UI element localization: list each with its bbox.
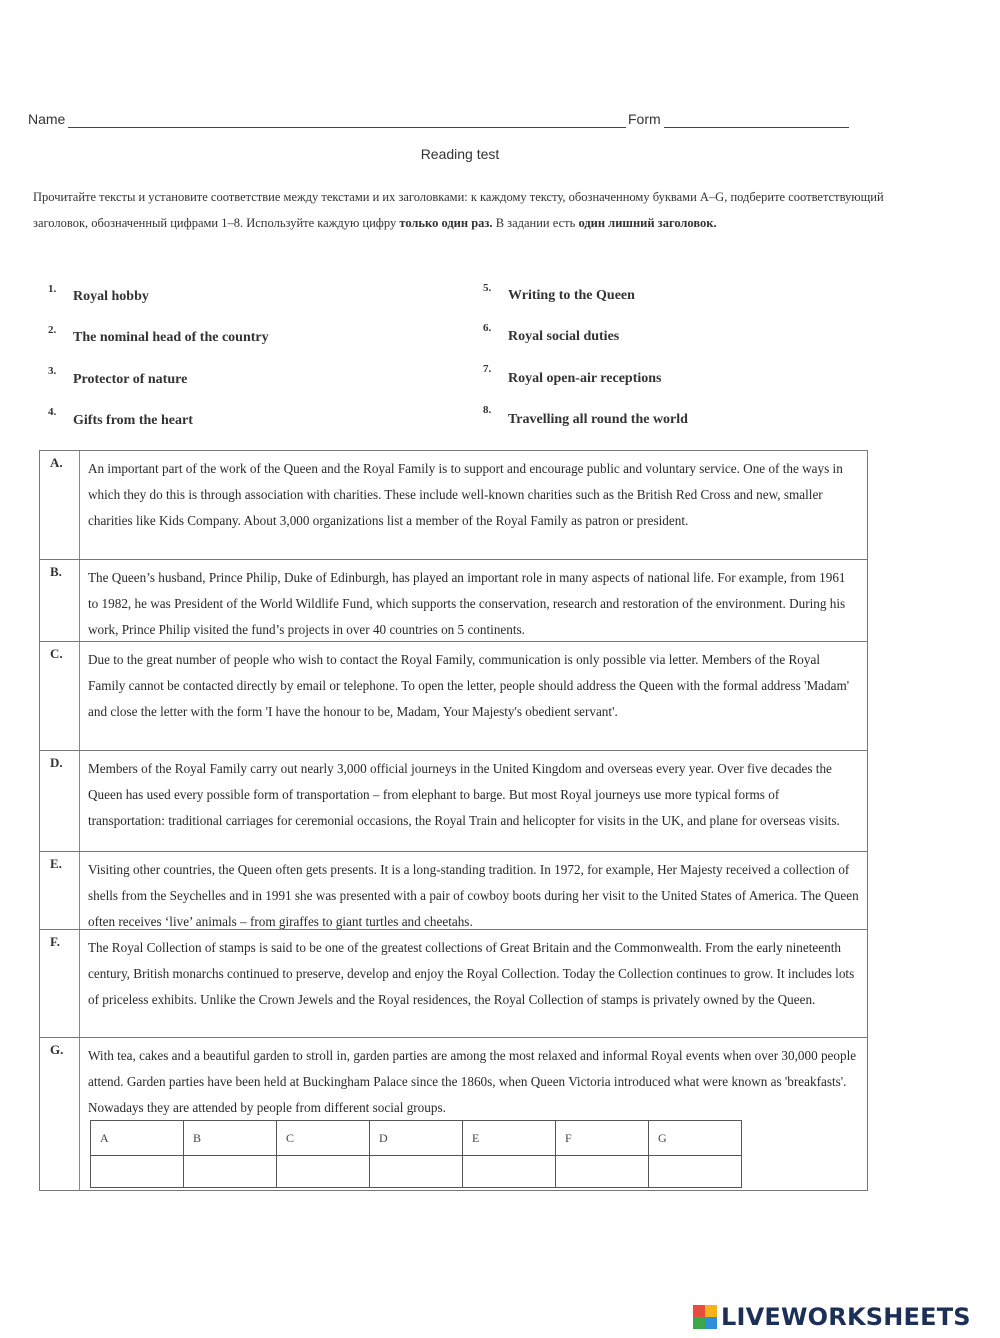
heading-text: Royal hobby (73, 289, 149, 304)
text-letter: D. (50, 755, 63, 770)
text-row (40, 750, 867, 852)
text-row (40, 851, 867, 930)
liveworksheets-wordmark: LIVEWORKSHEETS (721, 1303, 971, 1331)
heading-number: 5. (483, 282, 492, 294)
answer-letters-row (91, 1121, 742, 1156)
form-field[interactable] (664, 127, 849, 128)
instructions (33, 184, 893, 236)
heading-number: 2. (48, 324, 57, 336)
heading-number: 7. (483, 363, 492, 375)
text-letter: C. (50, 646, 63, 661)
heading-text: The nominal head of the country (73, 330, 269, 345)
heading-number: 3. (48, 365, 57, 377)
heading-text: Writing to the Queen (508, 288, 635, 303)
text-body: Visiting other countries, the Queen often gets presents. It is a long-standing tradition. In 1972, for example, Her Majesty received a collection of shells from the Seychelles and in 1991 she was presented with a pair of cowboy boots during her visit to the United States of America. The Queen often receives ‘live’ animals – from giraffes to giant turtles and cheetahs. (88, 862, 859, 929)
heading-text: Gifts from the heart (73, 413, 193, 428)
text-body: With tea, cakes and a beautiful garden to stroll in, garden parties are among the most relaxed and informal Royal events when over 30,000 people attend. Garden parties have been held at Buckingham Palace since the 1860s, when Queen Victoria introduced what were known as 'breakfasts'. Nowadays they are attended by people from different social groups. (88, 1048, 857, 1115)
text-row (40, 451, 867, 559)
liveworksheets-mark-icon (693, 1305, 717, 1329)
answer-grid (90, 1120, 742, 1188)
answer-letter: A (91, 1121, 184, 1156)
answer-letter: D (370, 1121, 463, 1156)
answer-cell-a[interactable] (91, 1156, 184, 1188)
answer-cell-e[interactable] (463, 1156, 556, 1188)
instructions-part1: Прочитайте тексты и установите соответствие между текстами и их заголовками: к каждому тексту, обозначенному буквами A–G, подберите соответствующий заголовок, обозначенный цифрами 1–8. Используйте каждую цифру (33, 190, 884, 230)
heading-text: Royal social duties (508, 329, 620, 344)
text-body: Members of the Royal Family carry out nearly 3,000 official journeys in the United Kingdom and overseas every year. Over five decades the Queen has used every possible form of transportation – from elephant to barge. But most Royal journeys use more typical forms of transportation: traditional carriages for ceremonial occasions, the Royal Train and helicopter for visits in the UK, and plane for overseas visits. (88, 761, 840, 828)
text-letter: B. (50, 564, 62, 579)
texts-table (39, 450, 868, 1191)
heading-number: 1. (48, 283, 57, 295)
text-body: An important part of the work of the Queen and the Royal Family is to support and encourage public and voluntary service. One of the ways in which they do this is through association with charities. These include well-known charities such as the British Red Cross and new, smaller charities like Kids Company. About 3,000 organizations list a member of the Royal Family as patron or president. (88, 461, 843, 528)
heading-text: Travelling all round the world (508, 412, 688, 427)
text-body: Due to the great number of people who wish to contact the Royal Family, communication is only possible via letter. Members of the Royal Family cannot be contacted directly by email or telephone. To open the letter, people should address the Queen with the formal address 'Madam' and close the letter with the form 'I have the honour to be, Madam, Your Majesty's obedient servant'. (88, 652, 850, 719)
answer-cell-g[interactable] (649, 1156, 742, 1188)
heading-text: Protector of nature (73, 372, 188, 387)
answer-letter: B (184, 1121, 277, 1156)
answer-cell-d[interactable] (370, 1156, 463, 1188)
answer-letter: E (463, 1121, 556, 1156)
instructions-part2: В задании есть (495, 216, 576, 230)
answer-inputs-row (91, 1156, 742, 1188)
answer-letter: F (556, 1121, 649, 1156)
text-letter: F. (50, 934, 60, 949)
name-field[interactable] (68, 127, 626, 128)
heading-text: Royal open-air receptions (508, 371, 662, 386)
text-letter: G. (50, 1042, 64, 1057)
text-row (40, 929, 867, 1038)
instructions-bold1: только один раз. (399, 216, 493, 230)
answer-cell-f[interactable] (556, 1156, 649, 1188)
answer-cell-b[interactable] (184, 1156, 277, 1188)
heading-number: 8. (483, 404, 492, 416)
text-row (40, 559, 867, 642)
text-letter: E. (50, 856, 62, 871)
answer-cell-c[interactable] (277, 1156, 370, 1188)
instructions-bold2: один лишний заголовок. (578, 216, 717, 230)
heading-number: 6. (483, 322, 492, 334)
answer-letter: C (277, 1121, 370, 1156)
text-body: The Queen’s husband, Prince Philip, Duke of Edinburgh, has played an important role in many aspects of national life. For example, from 1961 to 1982, he was President of the World Wildlife Fund, which supports the conservation, research and restoration of the environment. During his work, Prince Philip visited the fund’s projects in over 40 countries on 5 continents. (88, 570, 846, 637)
heading-number: 4. (48, 406, 57, 418)
text-letter: A. (50, 455, 63, 470)
answer-letter: G (649, 1121, 742, 1156)
liveworksheets-logo (693, 1302, 971, 1332)
page-title: Reading test (420, 146, 500, 162)
text-row (40, 641, 867, 751)
form-label: Form (628, 111, 661, 127)
name-label: Name (28, 111, 66, 127)
text-body: The Royal Collection of stamps is said to be one of the greatest collections of Great Britain and the Commonwealth. From the early nineteenth century, British monarchs continued to preserve, develop and enjoy the Royal Collection. Today the Collection continues to grow. It includes lots of priceless exhibits. Unlike the Crown Jewels and the Royal residences, the Royal Collection of stamps is privately owned by the Queen. (88, 940, 855, 1007)
